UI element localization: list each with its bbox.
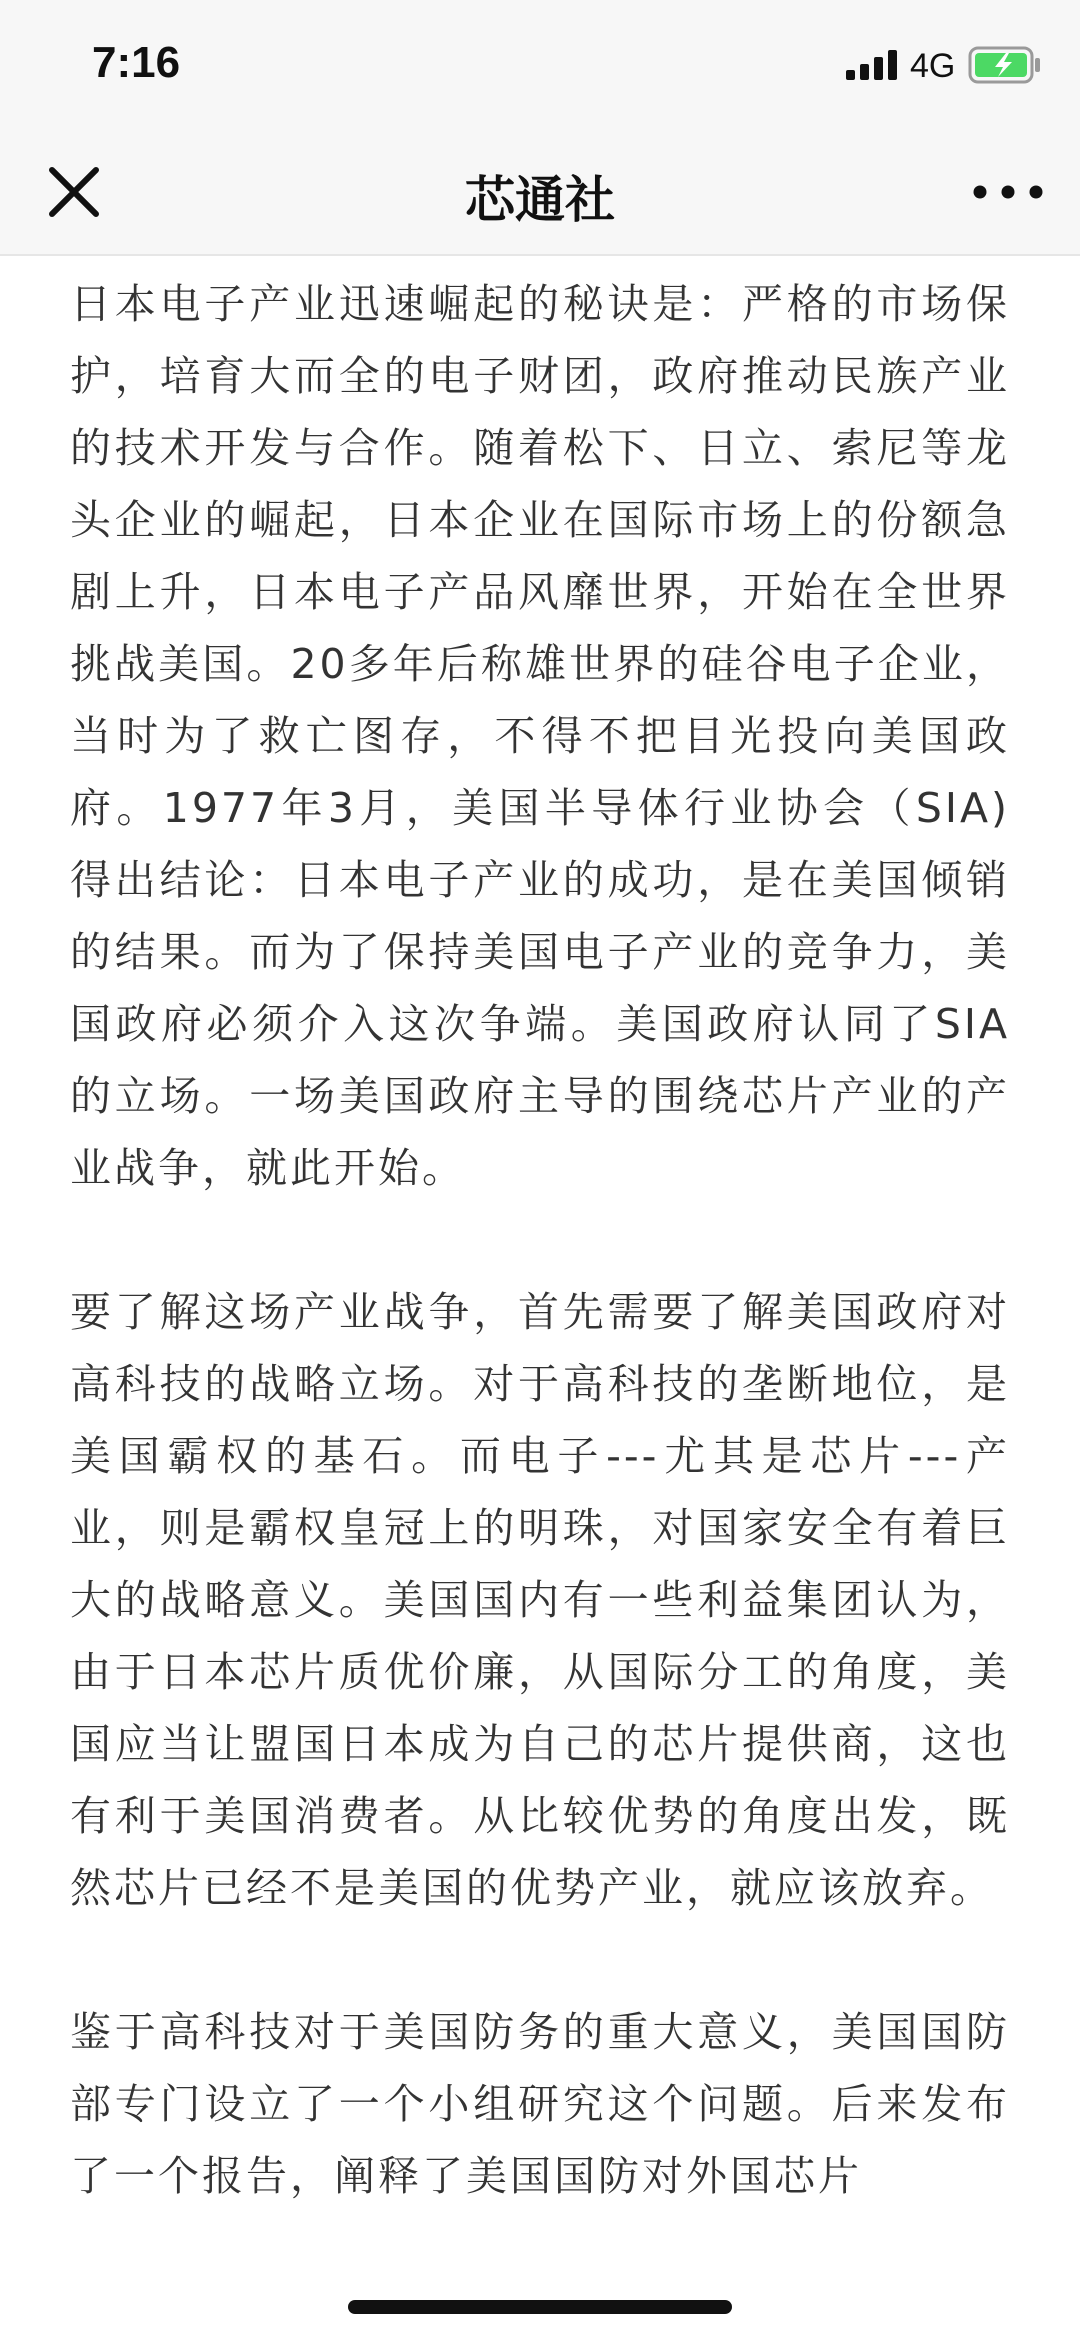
article-paragraph: 鉴于高科技对于美国防务的重大意义，美国国防部专门设立了一个小组研究这个问题。后来发布了一个报告，阐释了美国国防对外国芯片 — [70, 2008, 1010, 2200]
battery-icon — [968, 46, 1042, 84]
article-paragraph: 日本电子产业迅速崛起的秘诀是：严格的市场保护，培育大而全的电子财团，政府推动民族产业的技术开发与合作。随着松下、日立、索尼等龙头企业的崛起，日本企业在国际市场上的份额急剧上升，日本电子产品风靡世界，开始在全世界挑战美国。20多年后称雄世界的硅谷电子企业，当时为了救亡图存，不得不把目光投向美国政府。1977年3月，美国半导体行业协会（SIA)得出结论：日本电子产业的成功，是在美国倾销的结果。而为了保持美国电子产业的竞争力，美国政府必须介入这次争端。美国政府认同了SIA的立场。一场美国政府主导的围绕芯片产业的产业战争，就此开始。 — [70, 280, 1010, 1192]
page-title: 芯通社 — [465, 171, 615, 229]
status-time: 7:16 — [92, 38, 181, 87]
home-indicator[interactable] — [348, 2300, 732, 2314]
signal-icon — [846, 50, 900, 80]
network-type: 4G — [910, 47, 956, 85]
more-icon[interactable] — [970, 164, 1046, 220]
article-body — [70, 268, 1010, 2284]
status-bar — [0, 0, 1080, 132]
article-paragraph: 要了解这场产业战争，首先需要了解美国政府对高科技的战略立场。对于高科技的垄断地位，是美国霸权的基石。而电子---尤其是芯片---产业，则是霸权皇冠上的明珠，对国家安全有着巨大的战略意义。美国国内有一些利益集团认为，由于日本芯片质优价廉，从国际分工的角度，美国应当让盟国日本成为自己的芯片提供商，这也有利于美国消费者。从比较优势的角度出发，既然芯片已经不是美国的优势产业，就应该放弃。 — [70, 1288, 1010, 1912]
nav-bar — [0, 132, 1080, 256]
